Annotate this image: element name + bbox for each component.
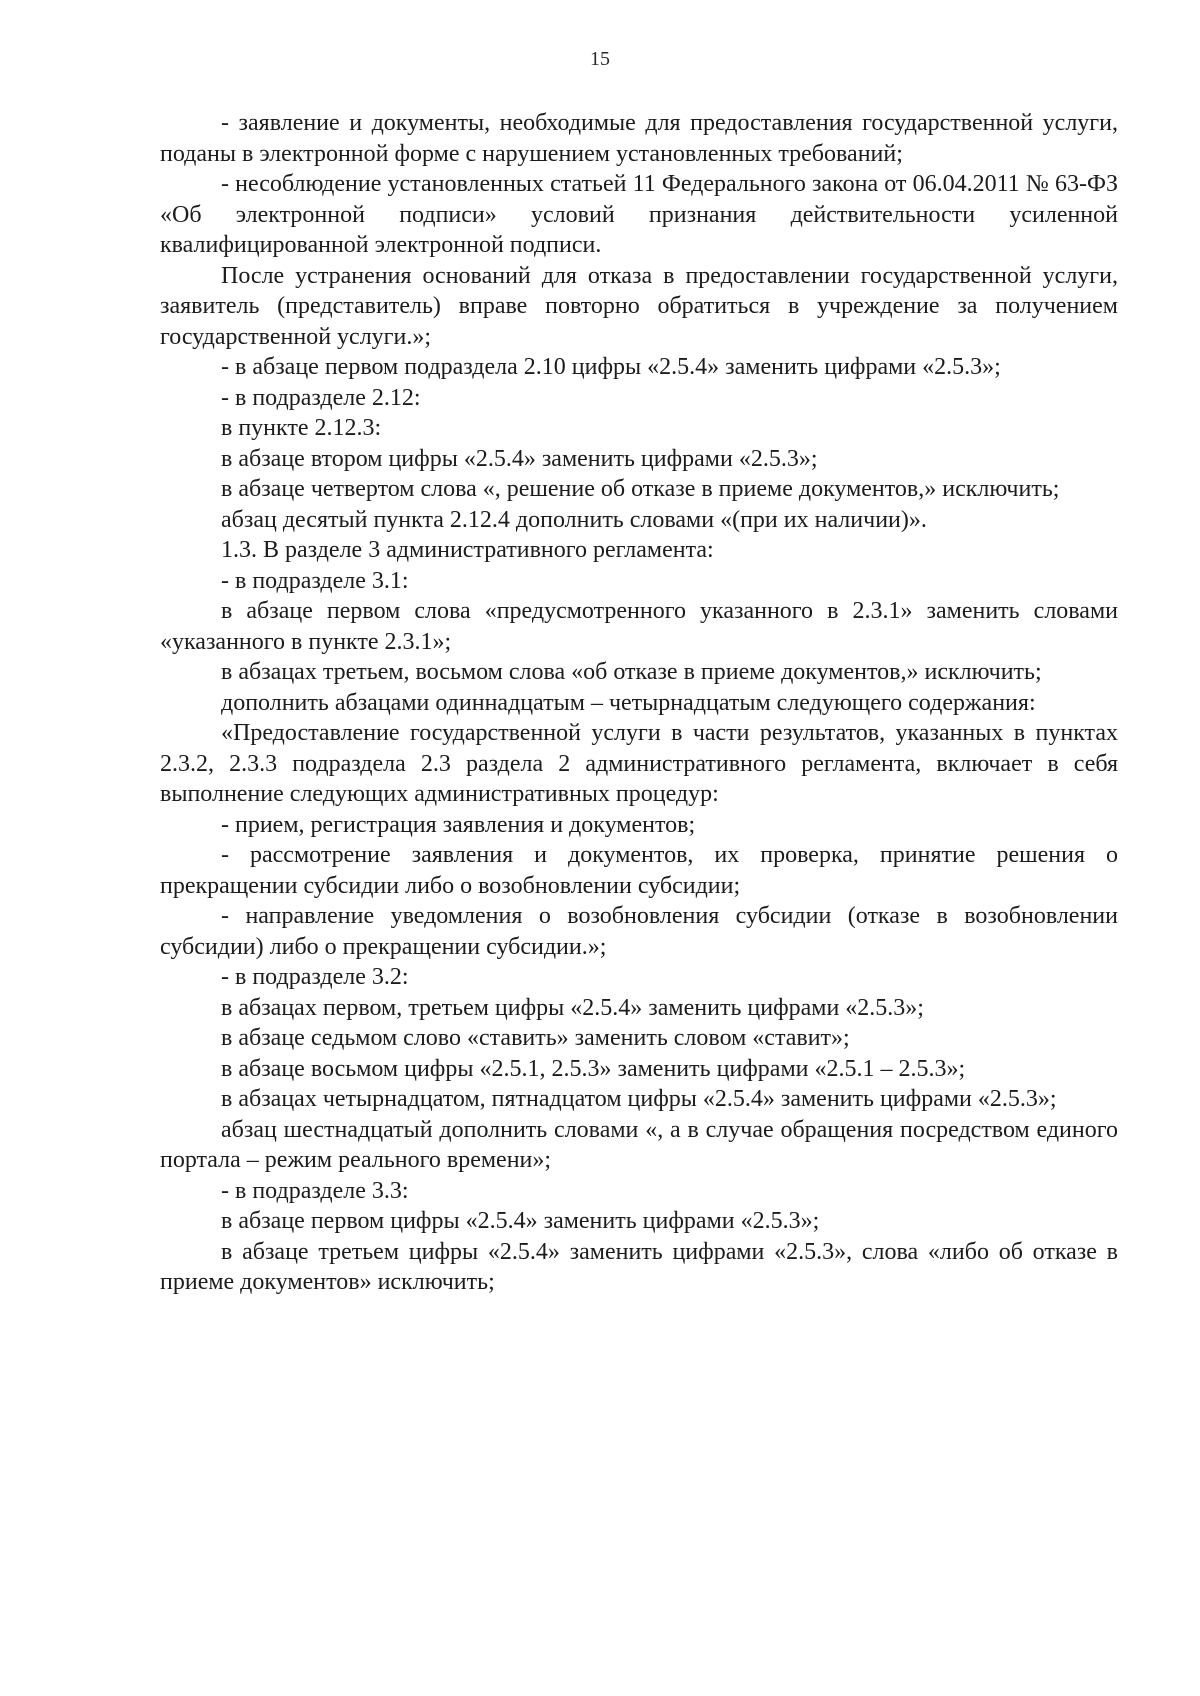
- paragraph: абзац шестнадцатый дополнить словами «, а в случае обращения посредством единого портала – режим реального времени»;: [160, 1116, 1118, 1173]
- paragraph: в абзаце четвертом слова «, решение об отказе в приеме документов,» исключить;: [221, 476, 1060, 502]
- paragraph: в пункте 2.12.3:: [221, 415, 382, 441]
- paragraph: После устранения оснований для отказа в предоставлении государственной услуги, заявитель (представитель) вправе повторно обратиться в учреждение за получением государственной услуги.»;: [160, 262, 1118, 350]
- paragraph: в абзаце втором цифры «2.5.4» заменить цифрами «2.5.3»;: [221, 445, 818, 472]
- paragraph: в абзаце первом цифры «2.5.4» заменить цифрами «2.5.3»;: [221, 1208, 820, 1234]
- paragraph: - прием, регистрация заявления и документов;: [221, 811, 696, 838]
- paragraph: - в подразделе 3.1:: [221, 567, 409, 594]
- paragraph: в абзацах четырнадцатом, пятнадцатом цифры «2.5.4» заменить цифрами «2.5.3»;: [221, 1086, 1057, 1112]
- paragraph: в абзаце седьмом слово «ставить» заменить словом «ставит»;: [221, 1025, 850, 1051]
- paragraph: абзац десятый пункта 2.12.4 дополнить словами «(при их наличии)».: [221, 506, 927, 533]
- paragraph: в абзаце восьмом цифры «2.5.1, 2.5.3» заменить цифрами «2.5.1 – 2.5.3»;: [221, 1055, 966, 1082]
- paragraph: дополнить абзацами одиннадцатым – четырнадцатым следующего содержания:: [221, 689, 1036, 716]
- paragraph: «Предоставление государственной услуги в части результатов, указанных в пунктах 2.3.2, 2.3.3 подраздела 2.3 раздела 2 административного регламента, включает в себя выполнение следующих административных процедур:: [160, 720, 1118, 807]
- paragraph: - в подразделе 2.12:: [221, 384, 421, 411]
- paragraph: в абзацах третьем, восьмом слова «об отказе в приеме документов,» исключить;: [221, 659, 1042, 685]
- paragraph: 1.3. В разделе 3 административного регламента:: [221, 537, 714, 563]
- page-number: 15: [590, 48, 610, 70]
- paragraph: - заявление и документы, необходимые для предоставления государственной услуги, поданы в электронной форме с нарушением установленных требований;: [160, 110, 1118, 167]
- paragraph: - в подразделе 3.3:: [221, 1177, 409, 1204]
- paragraph: в абзаце третьем цифры «2.5.4» заменить цифрами «2.5.3», слова «либо об отказе в приеме документов» исключить;: [160, 1238, 1118, 1295]
- document-body: [160, 108, 1118, 1298]
- paragraph: - в абзаце первом подраздела 2.10 цифры «2.5.4» заменить цифрами «2.5.3»;: [221, 354, 1001, 380]
- paragraph: в абзацах первом, третьем цифры «2.5.4» заменить цифрами «2.5.3»;: [221, 994, 924, 1021]
- paragraph: - несоблюдение установленных статьей 11 Федерального закона от 06.04.2011 № 63-ФЗ «Об электронной подписи» условий признания действительности усиленной квалифицированной электронной подписи.: [160, 171, 1118, 258]
- paragraph: - направление уведомления о возобновления субсидии (отказе в возобновлении субсидии) либо о прекращении субсидии.»;: [160, 903, 1118, 960]
- paragraph: в абзаце первом слова «предусмотренного указанного в 2.3.1» заменить словами «указанного в пункте 2.3.1»;: [160, 598, 1118, 655]
- paragraph: - рассмотрение заявления и документов, их проверка, принятие решения о прекращении субсидии либо о возобновлении субсидии;: [160, 842, 1118, 899]
- paragraph: - в подразделе 3.2:: [221, 964, 409, 990]
